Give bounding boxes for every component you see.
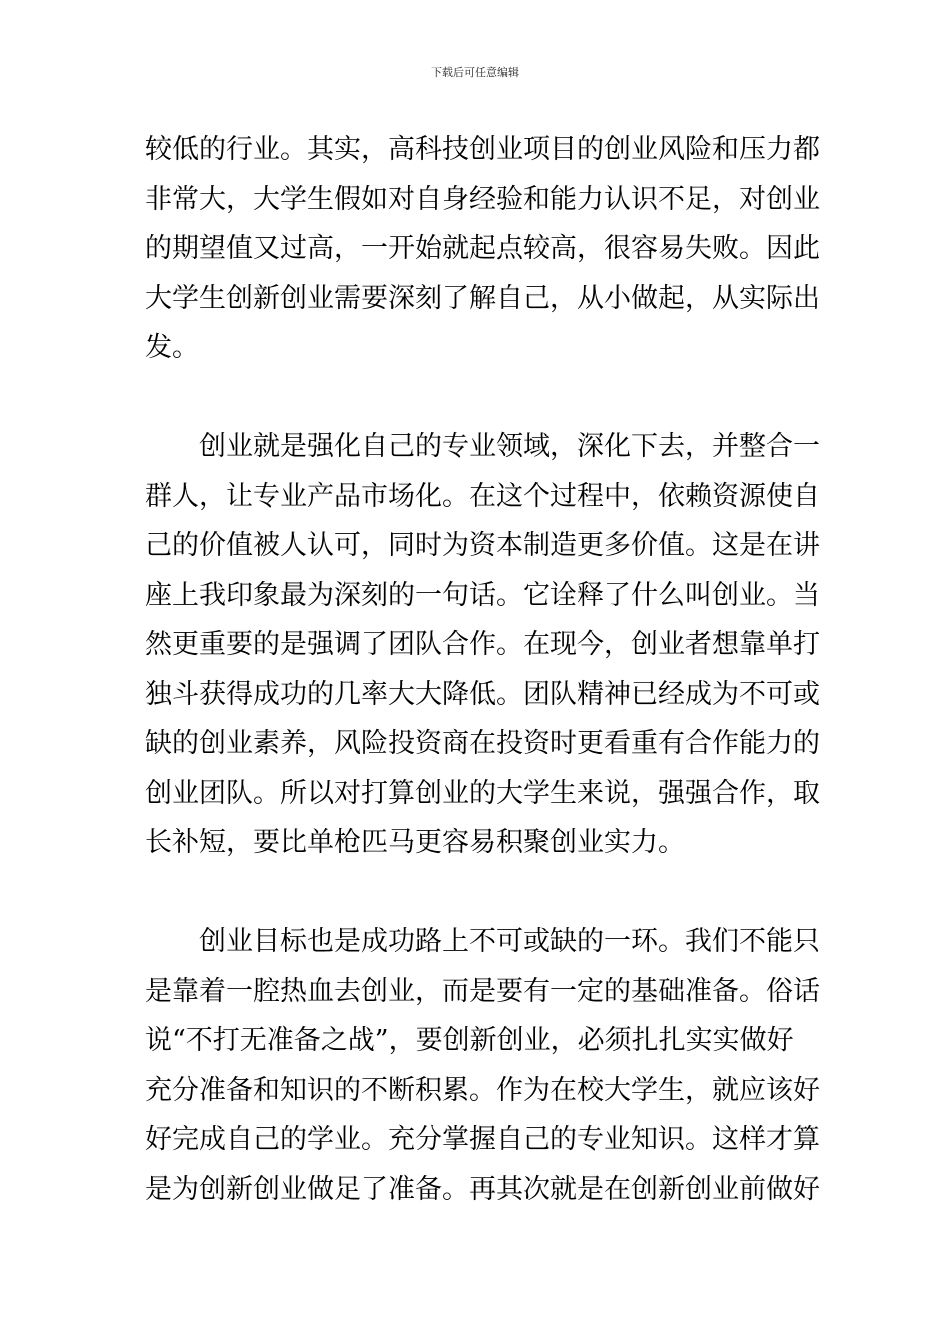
text-line: 是靠着一腔热血去创业，而是要有一定的基础准备。俗话 [145, 975, 820, 1007]
text-line: 群人，让专业产品市场化。在这个过程中，依赖资源使自 [145, 480, 820, 512]
text-line: 座上我印象最为深刻的一句话。它诠释了什么叫创业。当 [145, 579, 820, 611]
text-line: 是为创新创业做足了准备。再其次就是在创新创业前做好 [145, 1173, 820, 1205]
text-line: 然更重要的是强调了团队合作。在现今，创业者想靠单打 [145, 629, 820, 660]
text-line: 的期望值又过高，一开始就起点较高，很容易失败。因此 [145, 233, 820, 264]
text-line: 长补短，要比单枪匹马更容易积聚创业实力。 [145, 827, 685, 858]
text-line: 发。 [145, 332, 199, 363]
text-line: 较低的行业。其实，高科技创业项目的创业风险和压力都 [145, 134, 820, 165]
text-line: 大学生创新创业需要深刻了解自己，从小做起，从实际出 [145, 282, 820, 314]
paragraph-1 [145, 125, 820, 373]
text-line: 充分准备和知识的不断积累。作为在校大学生，就应该好 [145, 1074, 820, 1106]
text-line: 己的价值被人认可，同时为资本制造更多价值。这是在讲 [145, 530, 820, 561]
text-line: 创业就是强化自己的专业领域，深化下去，并整合一 [145, 431, 820, 462]
text-line: 说“不打无准备之战”，要创新创业，必须扎扎实实做好 [145, 1025, 794, 1056]
text-line: 创业团队。所以对打算创业的大学生来说，强强合作，取 [145, 777, 820, 809]
paragraph-2 [145, 422, 820, 868]
page-header: 下载后可任意编辑 [431, 66, 519, 79]
text-line: 独斗获得成功的几率大大降低。团队精神已经成为不可或 [145, 678, 820, 710]
paragraph-3 [145, 917, 820, 1214]
text-line: 缺的创业素养，风险投资商在投资时更看重有合作能力的 [145, 728, 820, 759]
text-line: 非常大，大学生假如对自身经验和能力认识不足，对创业 [145, 183, 820, 215]
text-line: 创业目标也是成功路上不可或缺的一环。我们不能只 [145, 926, 820, 957]
text-line: 好完成自己的学业。充分掌握自己的专业知识。这样才算 [145, 1124, 820, 1155]
